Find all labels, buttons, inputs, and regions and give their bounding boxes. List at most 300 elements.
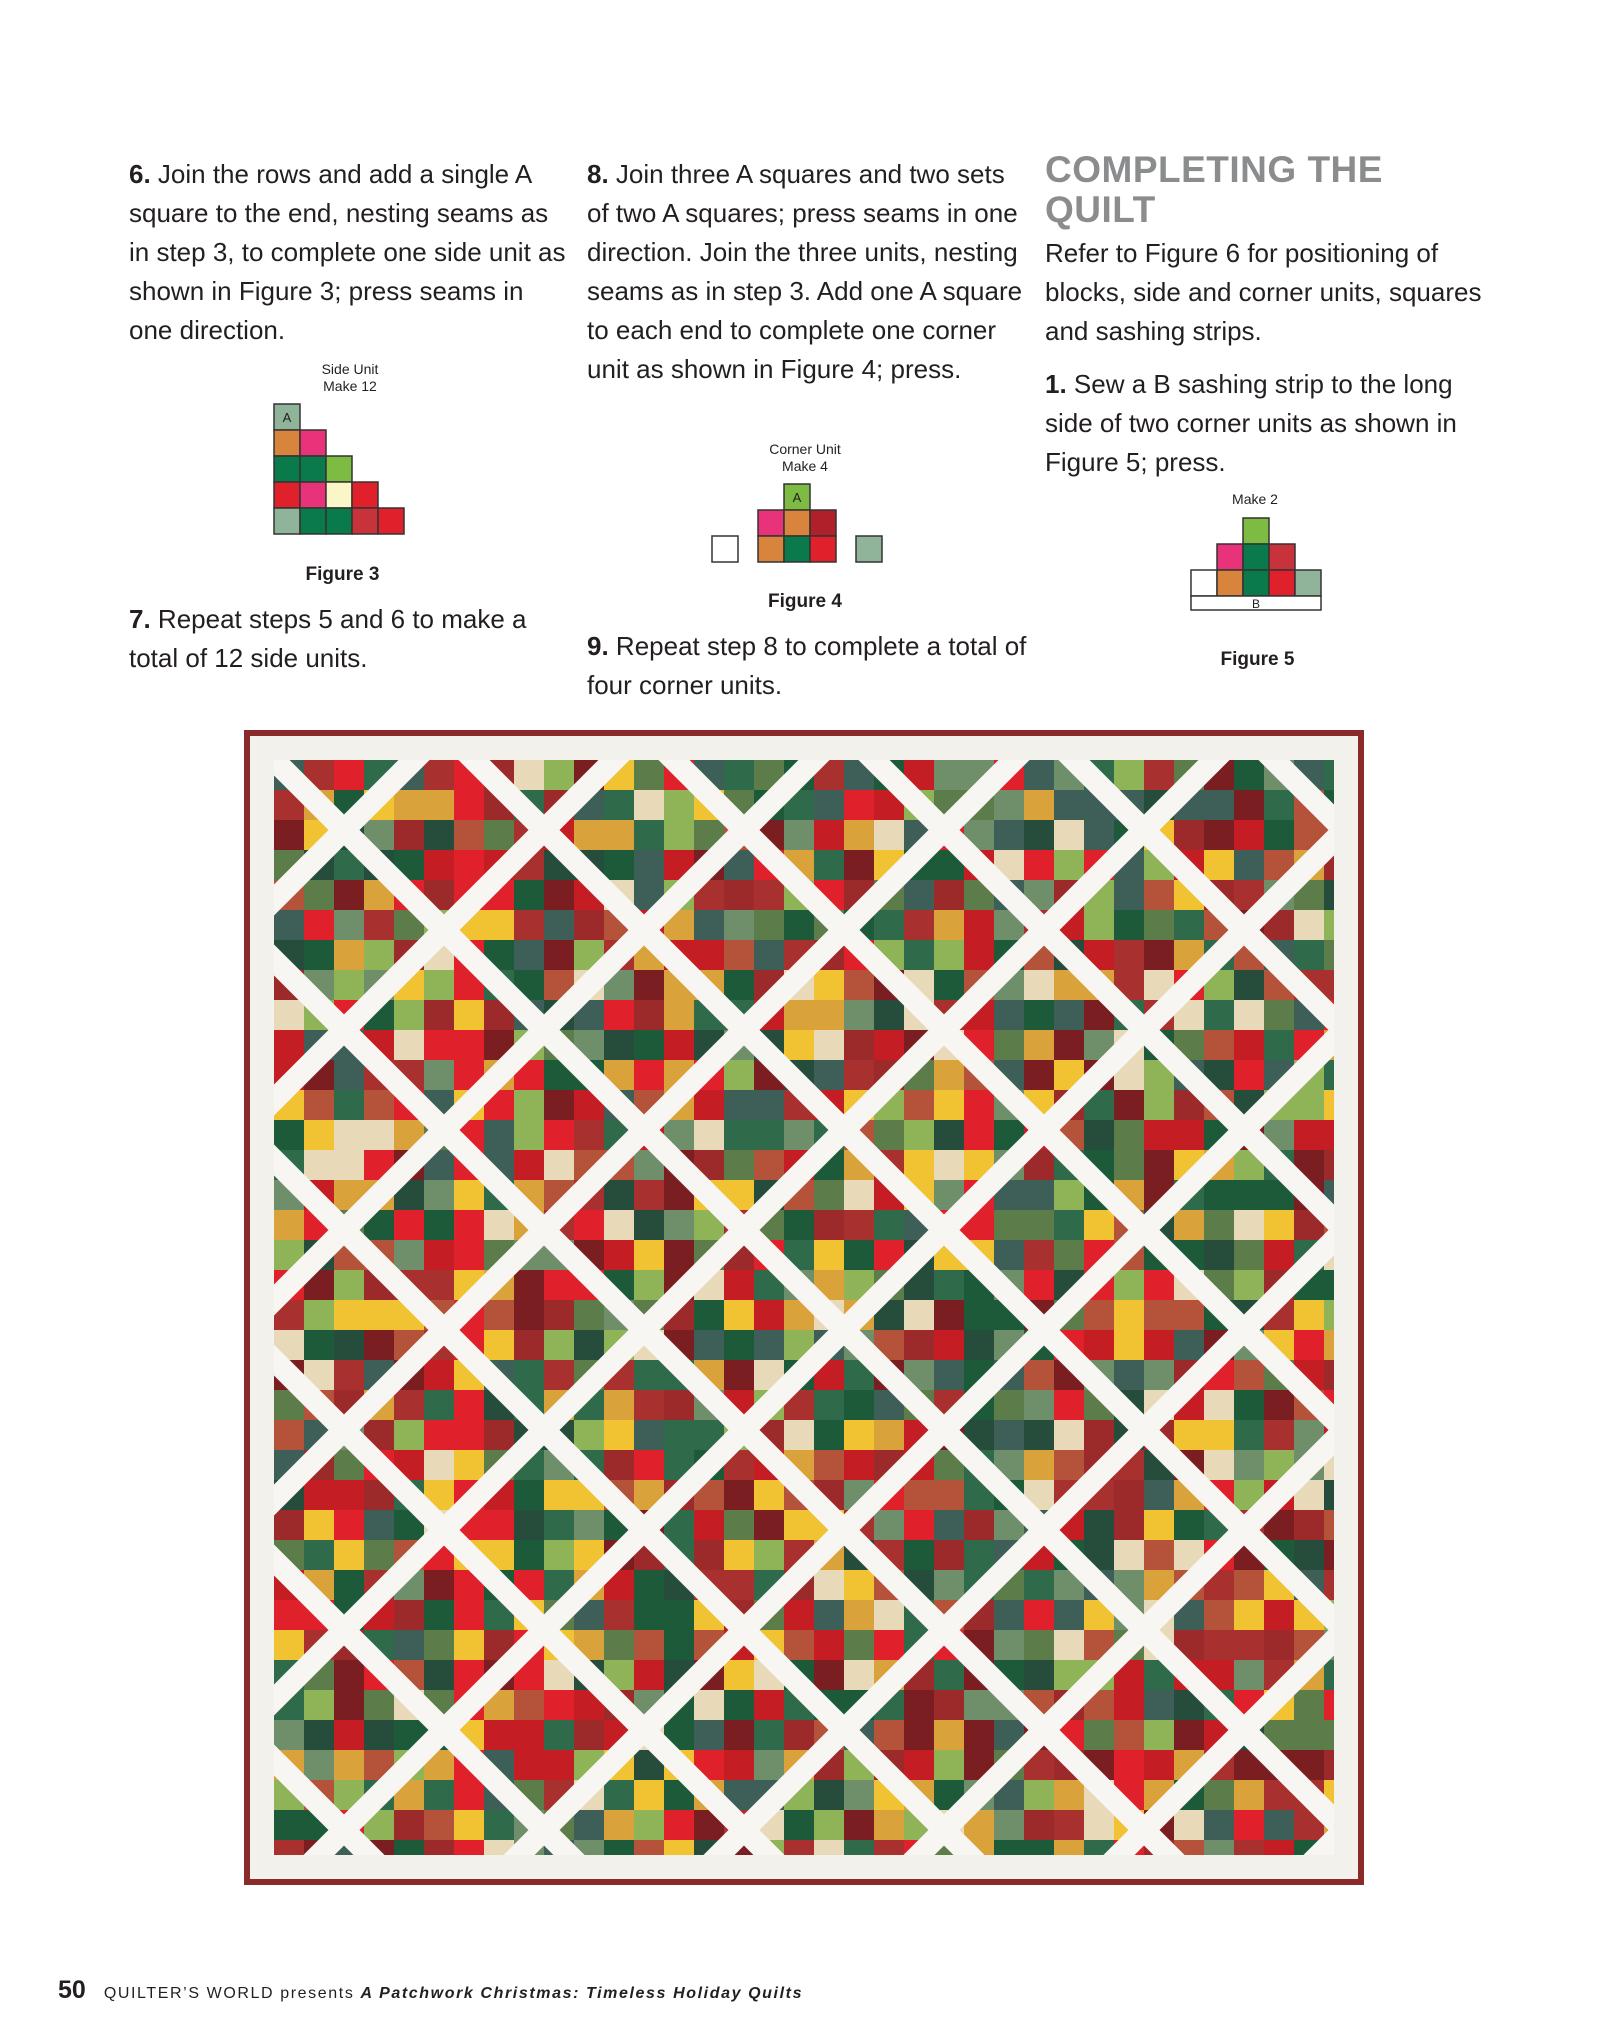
- patch: [334, 940, 364, 970]
- patch: [694, 1120, 724, 1150]
- page-footer: [58, 1976, 803, 2005]
- patch: [874, 1000, 904, 1030]
- patch: [1204, 1240, 1234, 1270]
- step-6: [129, 155, 569, 350]
- section-heading: COMPLETING THE QUILT: [1045, 149, 1383, 230]
- patch: [424, 1270, 454, 1300]
- patch: [304, 1300, 334, 1330]
- patch: [784, 1720, 814, 1750]
- patch: [1294, 1510, 1324, 1540]
- patch: [454, 1630, 484, 1660]
- patch: [394, 1420, 424, 1450]
- patch: [634, 790, 664, 820]
- patch: [634, 1420, 664, 1450]
- patch: [1054, 820, 1084, 850]
- patch: [1114, 1540, 1144, 1570]
- patch: [664, 1000, 694, 1030]
- patch: [604, 1780, 634, 1810]
- figure-label: Figure 4: [768, 591, 842, 612]
- patch: [1144, 1120, 1174, 1150]
- patch: [394, 820, 424, 850]
- quilt-photo: [244, 730, 1364, 1885]
- patch: [634, 760, 664, 790]
- patch: [1024, 1060, 1054, 1090]
- column-2: [587, 155, 1027, 389]
- patch: [1264, 820, 1294, 850]
- patch: [274, 1420, 304, 1450]
- patch: [784, 1510, 814, 1540]
- patch: [304, 1720, 334, 1750]
- patch: [994, 1210, 1024, 1240]
- patch: [844, 1180, 874, 1210]
- patch: [424, 1000, 454, 1030]
- patch: [664, 1390, 694, 1420]
- patch: [424, 1810, 454, 1840]
- patch: [1024, 1420, 1054, 1450]
- patch: [1114, 1360, 1144, 1390]
- patch: [754, 1690, 784, 1720]
- patch: [724, 760, 754, 790]
- page-number: 50: [58, 1976, 86, 2004]
- patch: [334, 1060, 364, 1090]
- patch: [934, 1720, 964, 1750]
- publication-brand: QUILTER’S WORLD: [103, 1985, 275, 2002]
- patch: [904, 1480, 934, 1510]
- patch: [994, 1030, 1024, 1060]
- patch: [994, 820, 1024, 850]
- patch: [754, 1150, 784, 1180]
- patch: [544, 1720, 574, 1750]
- patch: [604, 1450, 634, 1480]
- patch: [964, 1540, 994, 1570]
- patch: [1234, 1030, 1264, 1060]
- patch: [634, 850, 664, 880]
- patch: [304, 1750, 334, 1780]
- patch: [904, 880, 934, 910]
- patch: [424, 1450, 454, 1480]
- patch: [574, 1120, 604, 1150]
- patch: [634, 1630, 664, 1660]
- patch: [994, 1390, 1024, 1420]
- figure-caption: Make 4: [782, 458, 828, 474]
- step-text: Repeat steps 5 and 6 to make a total of 12 side units.: [129, 604, 527, 673]
- patch: [484, 1300, 514, 1330]
- patch: [424, 790, 454, 820]
- column-3: [1045, 150, 1485, 482]
- patch: [1234, 1420, 1264, 1450]
- patch: [904, 1510, 934, 1540]
- patch: [634, 1060, 664, 1090]
- section-intro: Refer to Figure 6 for positioning of blocks, side and corner units, squares and sashing strips.: [1045, 238, 1482, 346]
- patch: [1144, 1480, 1174, 1510]
- patch: [364, 1540, 394, 1570]
- patch: [364, 1300, 394, 1330]
- figure-caption: Side Unit: [321, 361, 379, 377]
- patch: [904, 1720, 934, 1750]
- patch: [724, 1300, 754, 1330]
- patch: [1114, 1720, 1144, 1750]
- patch: [424, 820, 454, 850]
- column-1: [129, 155, 569, 350]
- square-label: A: [792, 490, 802, 505]
- patch: [874, 1030, 904, 1060]
- patch: [934, 760, 964, 790]
- patch: [1234, 1180, 1264, 1210]
- patch: [274, 910, 304, 940]
- patch: [904, 1300, 934, 1330]
- patch: [1144, 1360, 1174, 1390]
- patch: [1084, 910, 1114, 940]
- patch: [1204, 1390, 1234, 1420]
- patch: [574, 1720, 604, 1750]
- patch: [814, 1000, 844, 1030]
- patch: [934, 1510, 964, 1540]
- patch: [1234, 1270, 1264, 1300]
- patch: [1264, 1420, 1294, 1450]
- patch: [934, 1060, 964, 1090]
- patch: [844, 1420, 874, 1450]
- patch: [1114, 1300, 1144, 1330]
- patch: [1234, 760, 1264, 790]
- patch: [664, 1630, 694, 1660]
- patch: [424, 1240, 454, 1270]
- patch: [694, 940, 724, 970]
- patch: [934, 1750, 964, 1780]
- patch: [1174, 1300, 1204, 1330]
- patch: [844, 1240, 874, 1270]
- patch: [1024, 850, 1054, 880]
- patch: [574, 820, 604, 850]
- patch: [1264, 1390, 1294, 1420]
- patch: [724, 940, 754, 970]
- patch: [904, 1120, 934, 1150]
- patch: [1024, 1810, 1054, 1840]
- patch: [724, 970, 754, 1000]
- patch: [814, 1570, 844, 1600]
- patch: [1264, 1210, 1294, 1240]
- step-number: 6.: [129, 159, 151, 189]
- patch: [1234, 850, 1264, 880]
- patch: [1204, 820, 1234, 850]
- patch: [844, 1450, 874, 1480]
- patch: [934, 1090, 964, 1120]
- patch: [1084, 1720, 1114, 1750]
- patch: [574, 1810, 604, 1840]
- patch: [934, 1660, 964, 1690]
- patch: [664, 1240, 694, 1270]
- patch: [904, 910, 934, 940]
- patch: [514, 1090, 544, 1120]
- patch: [784, 1810, 814, 1840]
- patch: [964, 1090, 994, 1120]
- patch: [454, 1180, 484, 1210]
- patch: [544, 880, 574, 910]
- patch: [1054, 850, 1084, 880]
- patch: [484, 1420, 514, 1450]
- patch: [424, 1630, 454, 1660]
- patch: [544, 1120, 574, 1150]
- patch: [304, 1120, 334, 1150]
- patch: [1234, 1210, 1264, 1240]
- patch: [844, 1000, 874, 1030]
- patch: [1294, 1090, 1324, 1120]
- patch: [1024, 790, 1054, 820]
- patch: [1144, 880, 1174, 910]
- patch: [844, 1060, 874, 1090]
- patch: [484, 1330, 514, 1360]
- patch: [1294, 1330, 1324, 1360]
- patch: [514, 1360, 544, 1390]
- patch: [1144, 910, 1174, 940]
- patch: [514, 1270, 544, 1300]
- patch: [1264, 1810, 1294, 1840]
- patch: [1204, 850, 1234, 880]
- step-text: Join three A squares and two sets of two A squares; press seams in one direction. Join the three units, nesting seams as in step 3. Add one A square to each end to complete one corner unit as shown in Figure 4; press.: [587, 159, 1023, 384]
- patch: [484, 1510, 514, 1540]
- patch: [454, 1450, 484, 1480]
- patch: [544, 1690, 574, 1720]
- patch: [814, 1780, 844, 1810]
- patch: [964, 1690, 994, 1720]
- patch: [964, 1300, 994, 1330]
- patch: [1204, 1210, 1234, 1240]
- section-step-1: [1045, 365, 1485, 482]
- patch: [814, 1030, 844, 1060]
- patch: [274, 1000, 304, 1030]
- patch: [964, 910, 994, 940]
- step-number: 9.: [587, 631, 609, 661]
- patch: [874, 1810, 904, 1840]
- figure-label: Figure 5: [1220, 649, 1295, 670]
- patch: [394, 1390, 424, 1420]
- patch: [784, 1420, 814, 1450]
- patch: [874, 1600, 904, 1630]
- patch: [1204, 1600, 1234, 1630]
- patch: [574, 1210, 604, 1240]
- patch: [634, 1660, 664, 1690]
- patch: [1024, 1210, 1054, 1240]
- patch: [394, 1810, 424, 1840]
- patch: [754, 910, 784, 940]
- patch: [424, 760, 454, 790]
- patch: [454, 1390, 484, 1420]
- column-1-lower: [129, 600, 569, 678]
- patch: [304, 880, 334, 910]
- patch: [1234, 1450, 1264, 1480]
- patch: [1204, 1030, 1234, 1060]
- patch: [634, 1390, 664, 1420]
- patch: [814, 1210, 844, 1240]
- patch: [454, 1030, 484, 1060]
- patch: [844, 850, 874, 880]
- patch: [634, 970, 664, 1000]
- patch: [304, 1330, 334, 1360]
- patch: [964, 1120, 994, 1150]
- patch: [514, 880, 544, 910]
- patch: [844, 820, 874, 850]
- patch: [1264, 1600, 1294, 1630]
- patch: [754, 1300, 784, 1330]
- patch: [394, 1600, 424, 1630]
- patch: [574, 1510, 604, 1540]
- patch: [304, 1090, 334, 1120]
- patch: [814, 1600, 844, 1630]
- patch: [724, 1540, 754, 1570]
- patch: [604, 790, 634, 820]
- patch: [634, 1450, 664, 1480]
- patch: [874, 1420, 904, 1450]
- patch: [274, 820, 304, 850]
- patch: [424, 1360, 454, 1390]
- patch: [604, 1180, 634, 1210]
- patch: [1204, 1810, 1234, 1840]
- patch: [1204, 1420, 1234, 1450]
- patch: [394, 1210, 424, 1240]
- patch: [1144, 1690, 1174, 1720]
- patch: [1054, 1600, 1084, 1630]
- patch: [1204, 1000, 1234, 1030]
- patch: [814, 1240, 844, 1270]
- patch: [634, 1780, 664, 1810]
- patch: [274, 1120, 304, 1150]
- patch: [1294, 1720, 1324, 1750]
- patch: [1084, 1510, 1114, 1540]
- patch: [784, 1000, 814, 1030]
- patch: [844, 1390, 874, 1420]
- patch: [334, 1360, 364, 1390]
- step-number: 8.: [587, 159, 609, 189]
- patch: [484, 1210, 514, 1240]
- patch: [1294, 1540, 1324, 1570]
- patch: [874, 1510, 904, 1540]
- patch: [424, 850, 454, 880]
- patch: [1024, 1600, 1054, 1630]
- patch: [334, 1750, 364, 1780]
- patch: [934, 1570, 964, 1600]
- patch: [814, 1180, 844, 1210]
- patch: [304, 910, 334, 940]
- patch: [634, 1000, 664, 1030]
- patch: [334, 1690, 364, 1720]
- patch: [964, 940, 994, 970]
- patch: [544, 1150, 574, 1180]
- patch: [514, 1330, 544, 1360]
- patch: [1054, 790, 1084, 820]
- patch: [394, 790, 424, 820]
- patch: [724, 1720, 754, 1750]
- corner-unit-diagram: [710, 482, 890, 568]
- patch: [1264, 1030, 1294, 1060]
- patch: [1054, 1180, 1084, 1210]
- patch: [574, 1300, 604, 1330]
- patch: [1204, 1630, 1234, 1660]
- patch: [334, 1330, 364, 1360]
- patch: [1174, 1810, 1204, 1840]
- patch: [724, 1660, 754, 1690]
- patch: [844, 1810, 874, 1840]
- patch: [1114, 1480, 1144, 1510]
- patch: [1024, 1360, 1054, 1390]
- patch: [1114, 880, 1144, 910]
- patch: [1204, 790, 1234, 820]
- patch: [334, 1570, 364, 1600]
- patch: [724, 1480, 754, 1510]
- patch: [1174, 1720, 1204, 1750]
- patch: [1114, 1120, 1144, 1150]
- patch: [1264, 1630, 1294, 1660]
- patch: [454, 1780, 484, 1810]
- patch: [934, 970, 964, 1000]
- patch: [334, 1150, 364, 1180]
- figure-caption: Make 2: [1232, 491, 1278, 507]
- step-number: 1.: [1045, 369, 1067, 399]
- patch: [664, 1810, 694, 1840]
- patch: [604, 1810, 634, 1840]
- patch: [814, 820, 844, 850]
- patch: [994, 1810, 1024, 1840]
- patch: [844, 790, 874, 820]
- patch: [1234, 790, 1264, 820]
- patch: [964, 1720, 994, 1750]
- step-8: [587, 155, 1027, 389]
- presents-word: presents: [274, 1985, 361, 2002]
- patch: [724, 1690, 754, 1720]
- patch: [1234, 1810, 1264, 1840]
- patch: [844, 1630, 874, 1660]
- patch: [604, 820, 634, 850]
- patch: [1084, 1420, 1114, 1450]
- patch: [1084, 1210, 1114, 1240]
- patch: [1084, 1330, 1114, 1360]
- patch: [844, 1780, 874, 1810]
- patch: [1264, 1240, 1294, 1270]
- patch: [1114, 1690, 1144, 1720]
- patch: [934, 1690, 964, 1720]
- patch: [814, 1420, 844, 1450]
- patch: [784, 1120, 814, 1150]
- patch: [994, 1600, 1024, 1630]
- patch: [694, 1720, 724, 1750]
- patch: [934, 1540, 964, 1570]
- patch: [364, 910, 394, 940]
- patch: [424, 1420, 454, 1450]
- sashing-label: B: [1251, 597, 1261, 611]
- patch: [604, 850, 634, 880]
- patch: [304, 1690, 334, 1720]
- sashing-diagram: [1185, 516, 1330, 616]
- patch: [1024, 1240, 1054, 1270]
- patch: [1294, 1300, 1324, 1330]
- patch: [604, 1600, 634, 1630]
- patch: [694, 1090, 724, 1120]
- patch: [1024, 1180, 1054, 1210]
- patch: [514, 940, 544, 970]
- patch: [544, 940, 574, 970]
- patch: [1204, 1180, 1234, 1210]
- patch: [424, 970, 454, 1000]
- patch: [904, 940, 934, 970]
- patch: [274, 1630, 304, 1660]
- patch: [424, 1210, 454, 1240]
- patch: [844, 1660, 874, 1690]
- patch: [724, 1750, 754, 1780]
- patch: [544, 1750, 574, 1780]
- step-text: Repeat step 8 to complete a total of four corner units.: [587, 631, 1027, 700]
- patch: [274, 1720, 304, 1750]
- patch: [1264, 1000, 1294, 1030]
- patch: [1234, 820, 1264, 850]
- patch: [514, 760, 544, 790]
